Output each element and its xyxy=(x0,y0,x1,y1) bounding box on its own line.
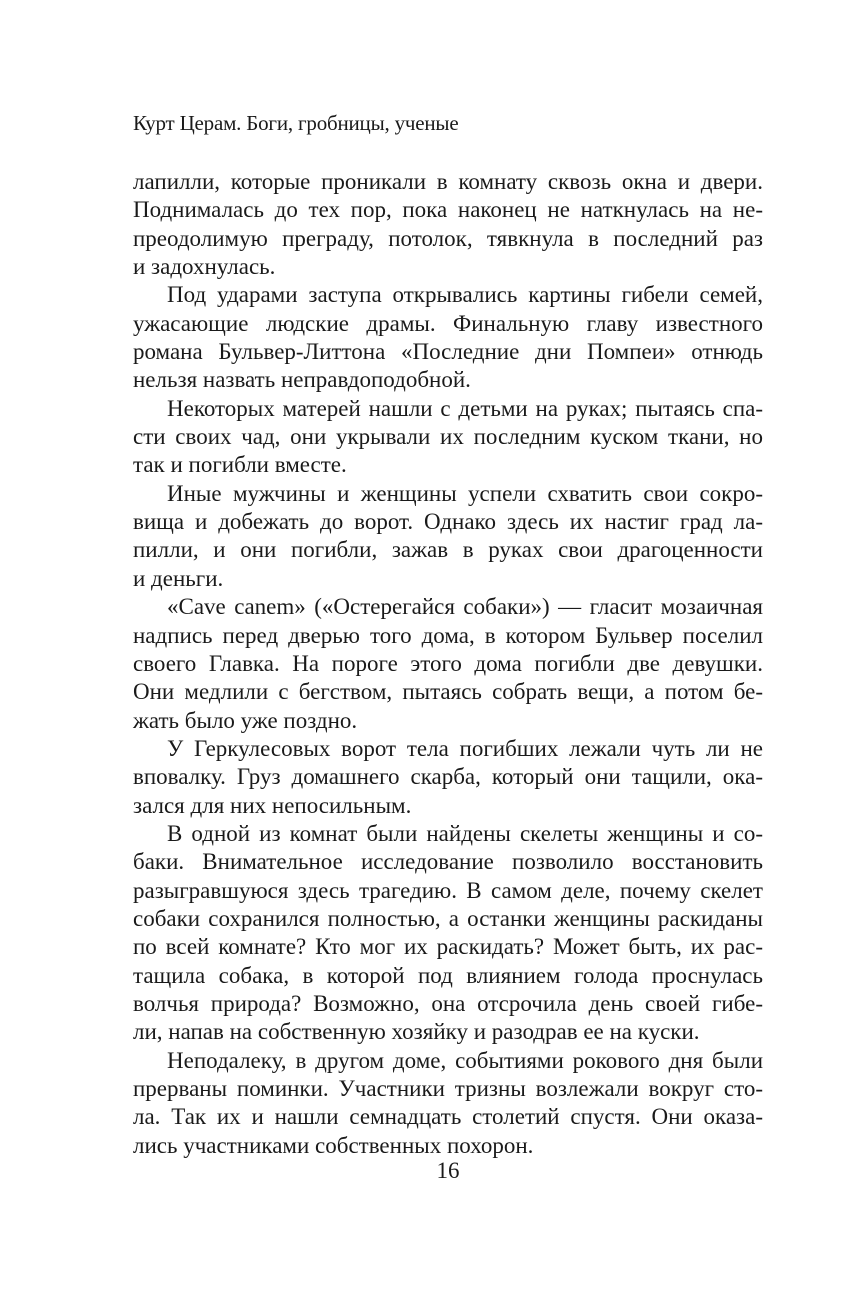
text-line: преодолимую преграду, потолок, тявкнула в последний раз xyxy=(133,225,763,251)
text-line: прерваны поминки. Участники тризны возлежали вокруг сто- xyxy=(133,1076,763,1101)
text-line: вповалку. Груз домашнего скарба, который они тащили, ока- xyxy=(133,764,763,790)
text-line: волчья природа? Возможно, она отсрочила день своей гибе- xyxy=(133,990,763,1016)
text-line: надпись перед дверью того дома, в котором Бульвер поселил xyxy=(133,622,763,648)
text-line: В одной из комнат были найдены скелеты женщины и со- xyxy=(167,820,763,846)
text-line: романа Бульвер-Литтона «Последние дни Помпеи» отнюдь xyxy=(133,339,763,365)
paragraph xyxy=(133,395,763,480)
text-line: Они медлили с бегством, пытаясь собрать вещи, а потом бе- xyxy=(133,679,763,705)
paragraph xyxy=(133,168,763,281)
paragraph xyxy=(133,1047,763,1160)
text-line: Иные мужчины и женщины успели схватить свои сокро- xyxy=(167,480,763,506)
text-line: Неподалеку, в другом доме, событиями рокового дня были xyxy=(167,1047,763,1073)
paragraph xyxy=(133,735,763,820)
text-line: Под ударами заступа открывались картины гибели семей, xyxy=(167,282,763,308)
paragraph xyxy=(133,593,763,735)
text-line: тащила собака, в которой под влиянием голода проснулась xyxy=(133,962,763,988)
paragraph xyxy=(133,480,763,593)
text-line: своего Главка. На пороге этого дома погибли две девушки. xyxy=(133,650,763,676)
text-line: лись участниками собственных похорон. xyxy=(133,1132,534,1158)
text-line: пилли, и они погибли, зажав в руках свои драгоценности xyxy=(133,537,763,563)
text-line: сти своих чад, они укрывали их последним куском ткани, но xyxy=(133,424,763,450)
text-line: и деньги. xyxy=(133,565,224,591)
paragraph xyxy=(133,281,763,394)
text-line: «Cave canem» («Остерегайся собаки») — гласит мозаичная xyxy=(167,594,763,620)
text-line: нельзя назвать неправдоподобной. xyxy=(133,367,471,393)
text-line: жать было уже поздно. xyxy=(133,707,358,733)
text-line: ли, напав на собственную хозяйку и разодрав ее на куски. xyxy=(133,1019,700,1045)
text-line: баки. Внимательное исследование позволило восстановить xyxy=(133,849,763,875)
text-line: ужасающие людские драмы. Финальную главу известного xyxy=(133,310,763,336)
running-head: Курт Церам. Боги, гробницы, ученые xyxy=(133,111,459,135)
text-line: Некоторых матерей нашли с детьми на руках; пытаясь спа- xyxy=(167,395,763,421)
text-line: и задохнулась. xyxy=(133,254,276,280)
text-line: вища и добежать до ворот. Однако здесь их настиг град ла- xyxy=(133,509,763,535)
text-line: У Геркулесовых ворот тела погибших лежали чуть ли не xyxy=(167,735,763,761)
page-number: 16 xyxy=(436,1158,460,1183)
text-line: по всей комнате? Кто мог их раскидать? Может быть, их рас- xyxy=(133,934,763,960)
text-line: Поднималась до тех пор, пока наконец не наткнулась на не- xyxy=(133,197,763,223)
text-line: разыгравшуюся здесь трагедию. В самом деле, почему скелет xyxy=(133,877,763,903)
text-line: так и погибли вместе. xyxy=(133,452,347,478)
text-line: собаки сохранился полностью, а останки женщины раскиданы xyxy=(133,905,763,931)
body-text xyxy=(133,168,763,1160)
text-line: лапилли, которые проникали в комнату сквозь окна и двери. xyxy=(133,169,763,194)
text-line: ла. Так их и нашли семнадцать столетий спустя. Они оказа- xyxy=(133,1104,763,1130)
text-line: зался для них непосильным. xyxy=(133,792,412,818)
paragraph xyxy=(133,820,763,1047)
